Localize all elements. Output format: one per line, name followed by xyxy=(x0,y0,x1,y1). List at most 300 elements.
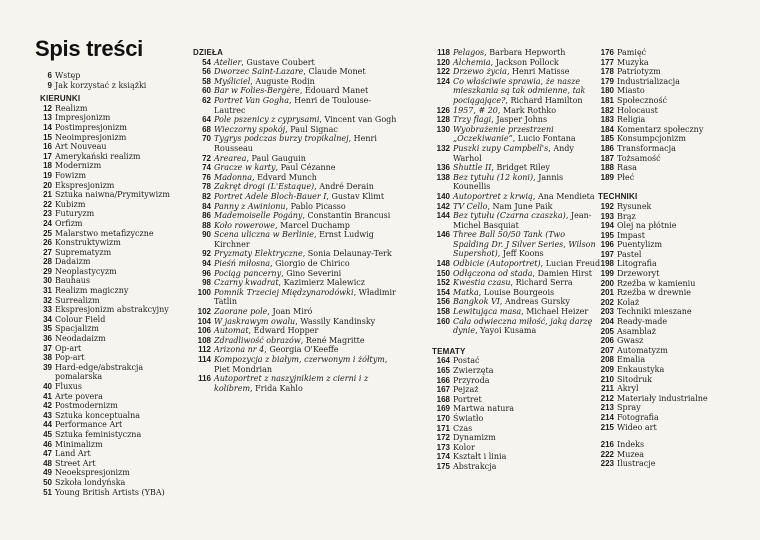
toc-entry[interactable] xyxy=(40,344,180,354)
toc-entry[interactable] xyxy=(598,240,738,250)
toc-entry[interactable] xyxy=(598,317,738,327)
toc-entry[interactable] xyxy=(432,443,602,453)
toc-entry[interactable] xyxy=(432,48,602,58)
intro-list xyxy=(40,71,180,90)
toc-entry[interactable] xyxy=(40,430,180,440)
entry-text: Kolaż xyxy=(617,297,640,307)
toc-entry[interactable] xyxy=(193,182,398,192)
entry-text xyxy=(214,173,398,183)
toc-entry[interactable] xyxy=(40,296,180,306)
toc-entry[interactable] xyxy=(598,298,738,308)
page-number: 19 xyxy=(43,170,52,180)
page-number: 96 xyxy=(202,268,211,278)
toc-entry[interactable] xyxy=(193,326,398,336)
toc-entry[interactable] xyxy=(40,468,180,478)
toc-entry[interactable] xyxy=(598,375,738,385)
page-number: 197 xyxy=(600,249,614,259)
entry-text xyxy=(214,67,398,77)
toc-entry[interactable] xyxy=(432,77,602,106)
work-title: Pole pszenicy z cyprysami xyxy=(214,115,320,125)
page-number: 26 xyxy=(43,238,52,248)
page-number: 108 xyxy=(197,335,211,345)
toc-entry[interactable] xyxy=(598,106,738,116)
work-title: Atelier xyxy=(214,57,242,67)
toc-entry[interactable] xyxy=(598,231,738,241)
toc-entry[interactable] xyxy=(193,58,398,68)
entry-text: Asamblaż xyxy=(617,326,656,336)
work-title: Pomnik Trzeciej Międzynarodówki xyxy=(214,287,354,297)
page-number: 35 xyxy=(43,324,52,334)
entry-text: Dadaizm xyxy=(55,257,91,267)
toc-entry[interactable] xyxy=(432,433,602,443)
toc-entry[interactable] xyxy=(598,212,738,222)
entry-text: Konstruktywizm xyxy=(55,238,121,248)
toc-entry[interactable] xyxy=(193,125,398,135)
toc-entry[interactable] xyxy=(193,67,398,77)
toc-entry[interactable] xyxy=(432,414,602,424)
work-title: W jaskrawym owalu xyxy=(214,316,296,326)
page-number: 165 xyxy=(436,366,450,375)
work-title: Pieśń miłosna xyxy=(214,259,271,269)
page-number: 46 xyxy=(43,439,52,449)
entry-text: Performance Art xyxy=(55,420,123,430)
page-number: 23 xyxy=(43,209,52,219)
artist-name: , Władimir Tatlin xyxy=(214,287,396,307)
toc-entry[interactable] xyxy=(598,125,738,135)
toc-entry[interactable] xyxy=(40,238,180,248)
entry-text: Fluxus xyxy=(55,382,83,391)
entry-text: Pamięć xyxy=(617,48,647,57)
entry-text: Konsumpcjonizm xyxy=(617,134,686,144)
entry-text: Land Art xyxy=(55,449,91,459)
toc-entry[interactable] xyxy=(432,230,602,259)
entry-text xyxy=(453,288,602,298)
toc-entry[interactable] xyxy=(432,202,602,212)
toc-entry[interactable] xyxy=(598,365,738,375)
toc-entry[interactable] xyxy=(40,257,180,267)
page-number: 86 xyxy=(202,211,211,221)
work-title: Bangkok VI xyxy=(453,297,500,307)
toc-entry[interactable] xyxy=(40,324,180,334)
toc-entry[interactable] xyxy=(432,144,602,163)
toc-entry[interactable] xyxy=(598,440,738,450)
toc-entry[interactable] xyxy=(40,488,180,498)
toc-entry[interactable] xyxy=(598,221,738,231)
toc-entry[interactable] xyxy=(598,144,738,154)
artist-name: , Gino Severini xyxy=(281,268,342,278)
artist-name: , Auguste Rodin xyxy=(250,76,315,86)
artist-name: , Henri Rousseau xyxy=(214,134,377,153)
page-number: 193 xyxy=(600,211,614,221)
page-number: 6 xyxy=(47,71,52,80)
toc-entry[interactable] xyxy=(40,401,180,411)
toc-entry[interactable] xyxy=(193,345,398,355)
work-title: Odłączona od stada xyxy=(453,268,533,278)
page-number: 56 xyxy=(202,67,211,77)
toc-entry[interactable] xyxy=(40,459,180,469)
artist-name: , Damien Hirst xyxy=(532,268,593,278)
entry-text: Colour Field xyxy=(55,314,106,324)
toc-column-2 xyxy=(193,48,398,393)
toc-entry[interactable] xyxy=(40,392,180,402)
toc-entry[interactable] xyxy=(193,278,398,288)
toc-entry[interactable] xyxy=(432,58,602,68)
toc-entry[interactable] xyxy=(40,286,180,296)
entry-text xyxy=(453,202,602,212)
toc-entry[interactable] xyxy=(598,355,738,365)
entry-text: Neoplastycyzm xyxy=(55,266,117,276)
page-number: 210 xyxy=(600,374,614,384)
toc-entry[interactable] xyxy=(40,334,180,344)
extras-list xyxy=(598,440,738,469)
page-number: 189 xyxy=(600,172,614,182)
page-number: 182 xyxy=(600,105,614,115)
dziela-list xyxy=(193,58,398,394)
page-number: 90 xyxy=(202,230,211,240)
entry-text: Minimalizm xyxy=(55,439,103,449)
artist-name: , Vincent van Gogh xyxy=(319,115,397,125)
work-title: Pryzmaty Elektryczne xyxy=(214,249,303,259)
entry-text: Przyroda xyxy=(453,375,490,385)
toc-entry[interactable] xyxy=(40,449,180,459)
toc-entry[interactable] xyxy=(598,413,738,423)
page-number: 196 xyxy=(600,240,614,250)
toc-entry[interactable] xyxy=(598,250,738,260)
toc-entry[interactable] xyxy=(40,248,180,258)
toc-entry[interactable] xyxy=(432,376,602,386)
toc-entry[interactable] xyxy=(432,106,602,116)
toc-entry[interactable] xyxy=(598,384,738,394)
entry-text: Postimpresjonizm xyxy=(55,122,127,132)
artist-name: , Jasper Johns xyxy=(491,115,548,125)
tematy-list xyxy=(432,356,602,471)
entry-text: Ilustracje xyxy=(617,459,656,469)
page-number: 152 xyxy=(436,278,450,288)
entry-text: Impast xyxy=(617,230,645,240)
work-title: Koło rowerowe xyxy=(214,220,275,230)
toc-entry[interactable] xyxy=(432,395,602,405)
toc-entry[interactable] xyxy=(432,356,602,366)
toc-entry[interactable] xyxy=(432,125,602,144)
toc-entry[interactable] xyxy=(432,288,602,298)
work-title: Bar w Folies-Bergère xyxy=(214,86,300,96)
page-number: 172 xyxy=(436,433,450,443)
toc-entry[interactable] xyxy=(40,353,180,363)
page-number: 195 xyxy=(600,230,614,240)
page-number: 171 xyxy=(436,423,450,433)
page-number: 43 xyxy=(43,410,52,420)
toc-entry[interactable] xyxy=(432,67,602,77)
entry-text: Kubizm xyxy=(55,199,86,209)
entry-text xyxy=(453,307,602,317)
work-title: Cała odwieczna miłość, jaką darzę dynie xyxy=(453,316,593,336)
section-heading-dziela: DZIEŁA xyxy=(193,48,224,57)
toc-entry[interactable] xyxy=(598,154,738,164)
toc-entry[interactable] xyxy=(598,77,738,87)
toc-entry[interactable] xyxy=(40,276,180,286)
page-number: 84 xyxy=(202,201,211,211)
work-title: Wieczorny spokój xyxy=(214,124,286,134)
toc-entry[interactable] xyxy=(40,142,180,152)
toc-entry[interactable] xyxy=(598,259,738,269)
page-number: 170 xyxy=(436,413,450,423)
toc-entry[interactable] xyxy=(40,478,180,488)
page-number: 183 xyxy=(600,115,614,125)
entry-text xyxy=(214,278,398,288)
entry-text: Dynamizm xyxy=(453,433,496,443)
page-number: 45 xyxy=(43,429,52,439)
toc-entry[interactable] xyxy=(193,230,398,249)
toc-entry[interactable] xyxy=(40,171,180,181)
page-number: 16 xyxy=(43,142,52,152)
entry-text xyxy=(453,317,602,336)
toc-entry[interactable] xyxy=(598,307,738,317)
toc-entry[interactable] xyxy=(598,48,738,58)
page-number: 176 xyxy=(600,48,614,57)
page-number: 206 xyxy=(600,336,614,346)
toc-entry[interactable] xyxy=(193,192,398,202)
entry-text: Litografia xyxy=(617,259,657,269)
page-number: 179 xyxy=(600,76,614,86)
toc-entry[interactable] xyxy=(598,163,738,173)
toc-entry[interactable] xyxy=(40,315,180,325)
artist-name: , Sonia Delaunay-Terk xyxy=(302,249,392,259)
toc-entry[interactable] xyxy=(598,336,738,346)
page-number: 209 xyxy=(600,365,614,374)
entry-text xyxy=(214,163,398,173)
toc-entry[interactable] xyxy=(40,267,180,277)
entry-text: Postać xyxy=(453,356,480,366)
artist-name: , Michael Heizer xyxy=(521,307,589,317)
toc-entry[interactable] xyxy=(598,459,738,469)
toc-entry[interactable] xyxy=(193,202,398,212)
entry-text: Sitodruk xyxy=(617,374,653,384)
artist-name: , Wassily Kandinsky xyxy=(295,316,376,326)
toc-entry[interactable] xyxy=(40,104,180,114)
toc-entry[interactable] xyxy=(193,288,398,307)
toc-entry[interactable] xyxy=(193,249,398,259)
entry-text xyxy=(453,163,602,173)
toc-entry[interactable] xyxy=(193,173,398,183)
artist-name: , Georgia O'Keeffe xyxy=(264,345,339,355)
work-title: Wyobrażenie przestrzeni „Oczekiwanie” xyxy=(453,124,554,144)
page-number: 20 xyxy=(43,180,52,190)
page-title: Spis treści xyxy=(35,36,143,61)
entry-text xyxy=(214,269,398,279)
page-number: 148 xyxy=(436,259,450,269)
toc-entry[interactable] xyxy=(432,385,602,395)
page-number: 223 xyxy=(600,459,614,469)
toc-entry[interactable] xyxy=(40,71,180,81)
toc-entry[interactable] xyxy=(40,181,180,191)
page-number: 177 xyxy=(600,57,614,67)
toc-entry[interactable] xyxy=(193,374,398,393)
page-number: 174 xyxy=(436,452,450,462)
toc-entry[interactable] xyxy=(193,154,398,164)
toc-entry[interactable] xyxy=(193,96,398,115)
toc-entry[interactable] xyxy=(40,420,180,430)
toc-entry[interactable] xyxy=(432,163,602,173)
toc-entry[interactable] xyxy=(40,411,180,421)
entry-text: Surrealizm xyxy=(55,295,100,305)
entry-text: Portret xyxy=(453,394,482,404)
page-number: 212 xyxy=(600,393,614,403)
toc-entry[interactable] xyxy=(193,115,398,125)
toc-entry[interactable] xyxy=(432,259,602,269)
toc-entry[interactable] xyxy=(598,58,738,68)
page-number: 70 xyxy=(202,134,211,144)
artist-name: , Bridget Riley xyxy=(491,163,550,173)
page-number: 74 xyxy=(202,163,211,173)
toc-entry[interactable] xyxy=(598,67,738,77)
toc-entry[interactable] xyxy=(40,305,180,315)
artist-name: , Jannis Kounellis xyxy=(453,172,564,192)
entry-text: Miasto xyxy=(617,86,645,96)
toc-entry[interactable] xyxy=(193,355,398,374)
entry-text: Rzeźba w drewnie xyxy=(617,288,691,298)
entry-text xyxy=(214,115,398,125)
toc-entry[interactable] xyxy=(598,115,738,125)
toc-entry[interactable] xyxy=(40,440,180,450)
toc-entry[interactable] xyxy=(598,279,738,289)
toc-entry[interactable] xyxy=(432,269,602,279)
toc-entry[interactable] xyxy=(193,317,398,327)
toc-entry[interactable] xyxy=(432,307,602,317)
page-number: 120 xyxy=(436,57,450,67)
section-heading-tematy: TEMATY xyxy=(432,346,466,356)
toc-entry[interactable] xyxy=(193,77,398,87)
entry-text xyxy=(214,317,398,327)
entry-text: Impresjonizm xyxy=(55,113,111,123)
entry-text: Muzea xyxy=(617,449,645,459)
page-number: 34 xyxy=(43,314,52,324)
toc-entry[interactable] xyxy=(193,134,398,153)
toc-entry[interactable] xyxy=(40,200,180,210)
toc-entry[interactable] xyxy=(598,288,738,298)
toc-entry[interactable] xyxy=(598,173,738,183)
entry-text: Fotografia xyxy=(617,412,659,422)
toc-entry[interactable] xyxy=(432,278,602,288)
page-number: 112 xyxy=(198,345,211,355)
entry-text: Bauhaus xyxy=(55,276,90,286)
toc-entry[interactable] xyxy=(40,229,180,239)
toc-entry[interactable] xyxy=(40,219,180,229)
artist-name: , Nam June Paik xyxy=(487,201,553,211)
toc-entry[interactable] xyxy=(432,173,602,192)
entry-text: Spray xyxy=(617,403,641,413)
toc-entry[interactable] xyxy=(40,113,180,123)
toc-entry[interactable] xyxy=(432,404,602,414)
page-number: 25 xyxy=(43,228,52,238)
page-number: 13 xyxy=(43,113,52,123)
toc-entry[interactable] xyxy=(193,86,398,96)
page-number: 88 xyxy=(202,220,211,230)
work-title: Madonna xyxy=(214,172,252,182)
entry-text xyxy=(453,230,602,259)
toc-entry[interactable] xyxy=(598,134,738,144)
toc-entry[interactable] xyxy=(40,81,180,91)
toc-entry[interactable] xyxy=(598,423,738,433)
page-number: 208 xyxy=(600,355,614,365)
toc-entry[interactable] xyxy=(193,259,398,269)
toc-entry[interactable] xyxy=(193,221,398,231)
section-heading-kierunki: KIERUNKI xyxy=(40,94,81,104)
toc-entry[interactable] xyxy=(193,307,398,317)
entry-text xyxy=(453,278,602,288)
artist-name: , Kazimierz Malewicz xyxy=(278,278,365,288)
artist-name: , Henri de Toulouse-Lautrec xyxy=(214,95,372,115)
artist-name: , Ernst Ludwig Kirchner xyxy=(214,230,374,249)
toc-entry[interactable] xyxy=(432,211,602,230)
toc-entry[interactable] xyxy=(598,450,738,460)
toc-entry[interactable] xyxy=(193,211,398,221)
toc-entry[interactable] xyxy=(432,452,602,462)
toc-entry[interactable] xyxy=(598,394,738,404)
page-number: 28 xyxy=(43,257,52,267)
toc-entry[interactable] xyxy=(432,192,602,202)
artist-name: , André Derain xyxy=(314,182,374,192)
toc-entry[interactable] xyxy=(40,363,180,382)
toc-entry[interactable] xyxy=(598,96,738,106)
entry-text: Industrializacja xyxy=(617,76,680,86)
toc-entry[interactable] xyxy=(40,209,180,219)
work-title: TV Cello xyxy=(453,201,488,211)
toc-entry[interactable] xyxy=(598,202,738,212)
entry-text: Zwierzęta xyxy=(453,366,494,375)
toc-entry[interactable] xyxy=(432,297,602,307)
artist-name: , Gustave Coubert xyxy=(241,57,315,67)
toc-entry[interactable] xyxy=(40,152,180,162)
toc-entry[interactable] xyxy=(432,462,602,472)
toc-entry[interactable] xyxy=(193,269,398,279)
entry-text xyxy=(214,182,398,192)
artist-name: , Louise Bourgeois xyxy=(478,287,555,297)
toc-entry[interactable] xyxy=(193,163,398,173)
page-number: 76 xyxy=(202,172,211,182)
toc-entry[interactable] xyxy=(598,346,738,356)
toc-entry[interactable] xyxy=(432,366,602,376)
toc-entry[interactable] xyxy=(40,190,180,200)
work-title: Zdradliwość obrazów xyxy=(214,335,301,345)
page-number: 29 xyxy=(43,266,52,276)
page-number: 39 xyxy=(43,362,52,372)
page-number: 41 xyxy=(43,391,52,401)
toc-entry[interactable] xyxy=(432,317,602,336)
entry-text: Abstrakcja xyxy=(453,461,497,471)
section-heading-techniki: TECHNIKI xyxy=(598,192,638,202)
toc-entry[interactable] xyxy=(598,327,738,337)
toc-entry[interactable] xyxy=(432,115,602,125)
toc-entry[interactable] xyxy=(598,403,738,413)
work-title: Puszki zupy Campbell's xyxy=(453,143,549,153)
page-number: 14 xyxy=(43,122,52,132)
entry-text xyxy=(453,125,602,144)
toc-entry[interactable] xyxy=(40,161,180,171)
entry-text: Op-art xyxy=(55,343,82,353)
page-number: 42 xyxy=(43,401,52,411)
toc-entry[interactable] xyxy=(432,424,602,434)
work-title: Portret Adele Bloch-Bauer I xyxy=(214,191,327,201)
page-number: 203 xyxy=(600,307,614,317)
toc-entry[interactable] xyxy=(40,133,180,143)
toc-entry[interactable] xyxy=(598,269,738,279)
toc-entry[interactable] xyxy=(193,336,398,346)
toc-entry[interactable] xyxy=(40,382,180,392)
toc-entry[interactable] xyxy=(40,123,180,133)
entry-text: Muzyka xyxy=(617,57,649,67)
toc-entry[interactable] xyxy=(598,86,738,96)
page-number: 15 xyxy=(43,132,52,142)
